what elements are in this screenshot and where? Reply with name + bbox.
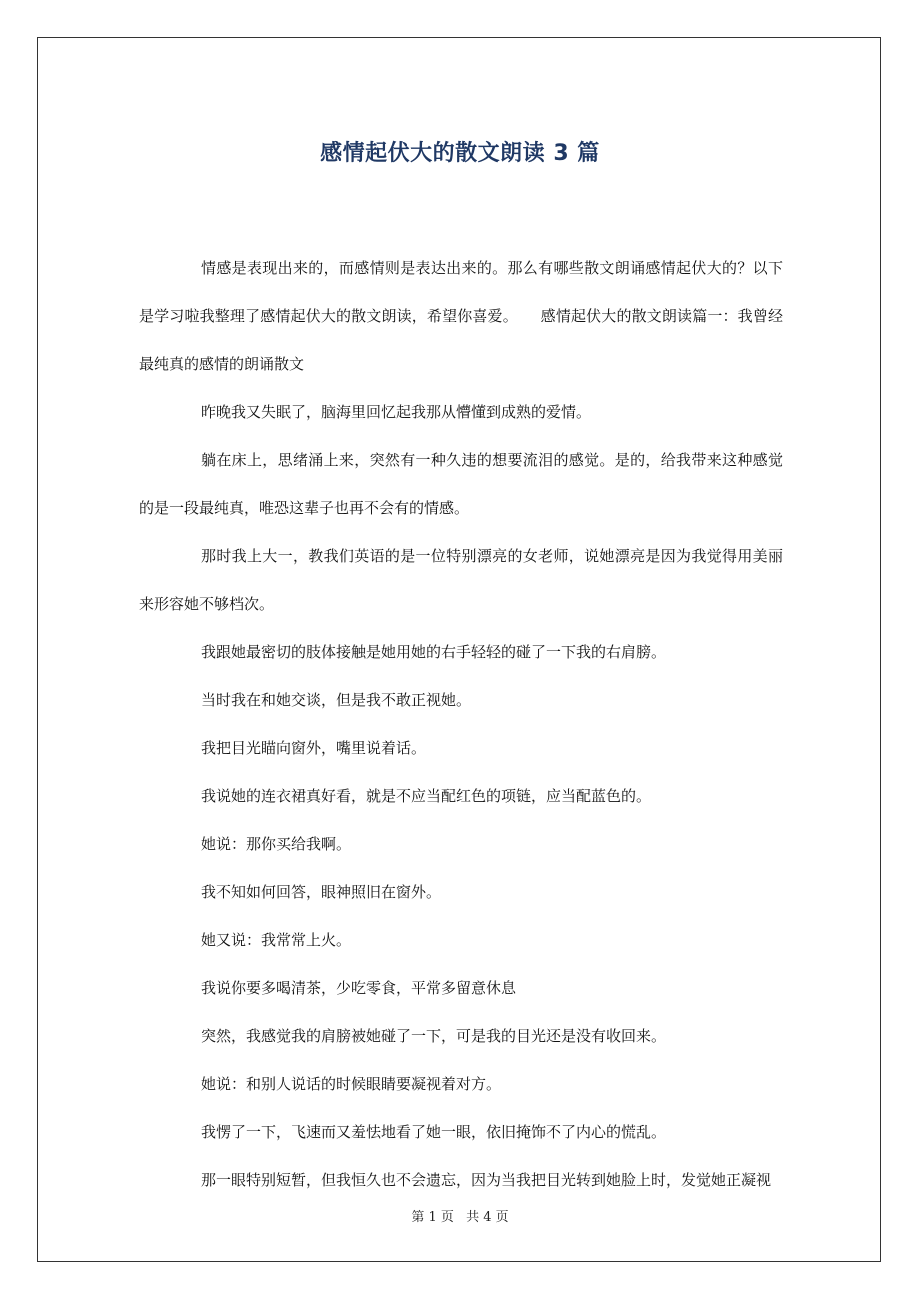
page-footer (0, 1206, 920, 1225)
paragraph: 她又说：我常常上火。 (201, 931, 352, 949)
paragraph: 我说你要多喝清茶，少吃零食，平常多留意休息 (201, 979, 517, 997)
paragraph: 突然，我感觉我的肩膀被她碰了一下，可是我的目光还是没有收回来。 (201, 1027, 667, 1045)
paragraph: 情感是表现出来的，而感情则是表达出来的。那么有哪些散文朗诵感情起伏大的？以下是学习啦我整理了感情起伏大的散文朗读，希望你喜爱。 感情起伏大的散文朗读篇一：我曾经最纯真的感情的朗诵散文 (139, 259, 783, 373)
paragraph: 躺在床上，思绪涌上来，突然有一种久违的想要流泪的感觉。是的，给我带来这种感觉的是一段最纯真，唯恐这辈子也再不会有的情感。 (139, 451, 783, 517)
paragraph: 她说：那你买给我啊。 (201, 835, 352, 853)
paragraph: 那一眼特别短暂，但我恒久也不会遗忘，因为当我把目光转到她脸上时，发觉她正凝视 (201, 1171, 772, 1189)
paragraph: 我把目光瞄向窗外，嘴里说着话。 (201, 739, 427, 757)
paragraph: 我不知如何回答，眼神照旧在窗外。 (201, 883, 442, 901)
document-title: 感情起伏大的散文朗读 3 篇 (320, 140, 600, 166)
paragraph: 我愣了一下，飞速而又羞怯地看了她一眼，依旧掩饰不了内心的慌乱。 (201, 1123, 667, 1141)
page-number: 第 1 页 (411, 1210, 454, 1225)
paragraph: 我说她的连衣裙真好看，就是不应当配红色的项链，应当配蓝色的。 (201, 787, 652, 805)
paragraph: 她说：和别人说话的时候眼睛要凝视着对方。 (201, 1075, 502, 1093)
paragraph: 我跟她最密切的肢体接触是她用她的右手轻轻的碰了一下我的右肩膀。 (201, 643, 667, 661)
paragraph: 昨晚我又失眠了，脑海里回忆起我那从懵懂到成熟的爱情。 (201, 403, 592, 421)
page-total: 共 4 页 (466, 1210, 509, 1225)
document-body (139, 244, 783, 1204)
paragraph: 那时我上大一，教我们英语的是一位特别漂亮的女老师，说她漂亮是因为我觉得用美丽来形容她不够档次。 (139, 547, 783, 613)
paragraph: 当时我在和她交谈，但是我不敢正视她。 (201, 691, 472, 709)
